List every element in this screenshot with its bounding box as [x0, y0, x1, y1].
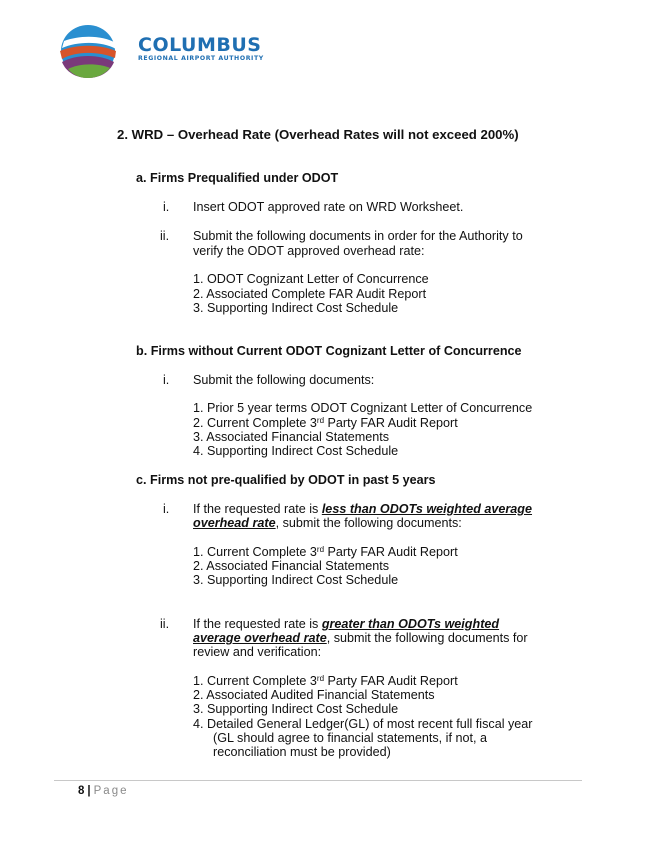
- list-item: 4. Supporting Indirect Cost Schedule: [193, 444, 399, 458]
- item-text: If the requested rate is less than ODOTs weighted average: [193, 502, 533, 516]
- footer-divider: [54, 780, 582, 781]
- subsection-b-title: b. Firms without Current ODOT Cognizant Letter of Concurrence: [136, 344, 522, 358]
- subsection-a-title: a. Firms Prequalified under ODOT: [136, 171, 339, 185]
- page-label: Page: [93, 785, 129, 797]
- item-number: ii.: [160, 229, 170, 243]
- list-item-continuation: (GL should agree to financial statements, if not, a: [213, 731, 487, 745]
- item-text: verify the ODOT approved overhead rate:: [193, 244, 425, 258]
- item-text: overhead rate, submit the following documents:: [193, 516, 462, 530]
- item-number: ii.: [160, 617, 170, 631]
- logo-name: COLUMBUS: [138, 34, 262, 56]
- list-item: 2. Associated Audited Financial Statements: [193, 688, 435, 702]
- list-item: 4. Detailed General Ledger(GL) of most recent full fiscal year: [193, 717, 533, 731]
- item-text: Insert ODOT approved rate on WRD Worksheet.: [193, 200, 464, 214]
- list-item: 3. Supporting Indirect Cost Schedule: [193, 301, 399, 315]
- item-number: i.: [163, 200, 170, 214]
- list-item: 3. Associated Financial Statements: [193, 430, 390, 444]
- item-text: Submit the following documents in order for the Authority to: [193, 229, 523, 243]
- item-text: review and verification:: [193, 645, 322, 659]
- logo-subtitle: REGIONAL AIRPORT AUTHORITY: [138, 55, 264, 62]
- list-item: 1. Current Complete 3rd Party FAR Audit Report: [193, 674, 458, 688]
- list-item: 3. Supporting Indirect Cost Schedule: [193, 573, 399, 587]
- item-number: i.: [163, 373, 170, 387]
- item-number: i.: [163, 502, 170, 516]
- list-item: 2. Associated Complete FAR Audit Report: [193, 287, 427, 301]
- section-heading: 2. WRD – Overhead Rate (Overhead Rates will not exceed 200%): [117, 127, 519, 142]
- list-item-continuation: reconciliation must be provided): [213, 745, 391, 759]
- list-item: 2. Associated Financial Statements: [193, 559, 390, 573]
- list-item: 2. Current Complete 3rd Party FAR Audit Report: [193, 416, 458, 430]
- list-item: 3. Supporting Indirect Cost Schedule: [193, 702, 399, 716]
- list-item: 1. Current Complete 3rd Party FAR Audit Report: [193, 545, 458, 559]
- item-text: If the requested rate is greater than ODOTs weighted: [193, 617, 500, 631]
- footer-separator: |: [87, 785, 91, 797]
- subsection-c-title: c. Firms not pre-qualified by ODOT in past 5 years: [136, 473, 436, 487]
- item-text: Submit the following documents:: [193, 373, 375, 387]
- list-item: 1. ODOT Cognizant Letter of Concurrence: [193, 272, 429, 286]
- item-text: average overhead rate, submit the following documents for: [193, 631, 528, 645]
- page-footer: [78, 785, 128, 797]
- page-number: 8: [78, 785, 85, 797]
- list-item: 1. Prior 5 year terms ODOT Cognizant Letter of Concurrence: [193, 401, 533, 415]
